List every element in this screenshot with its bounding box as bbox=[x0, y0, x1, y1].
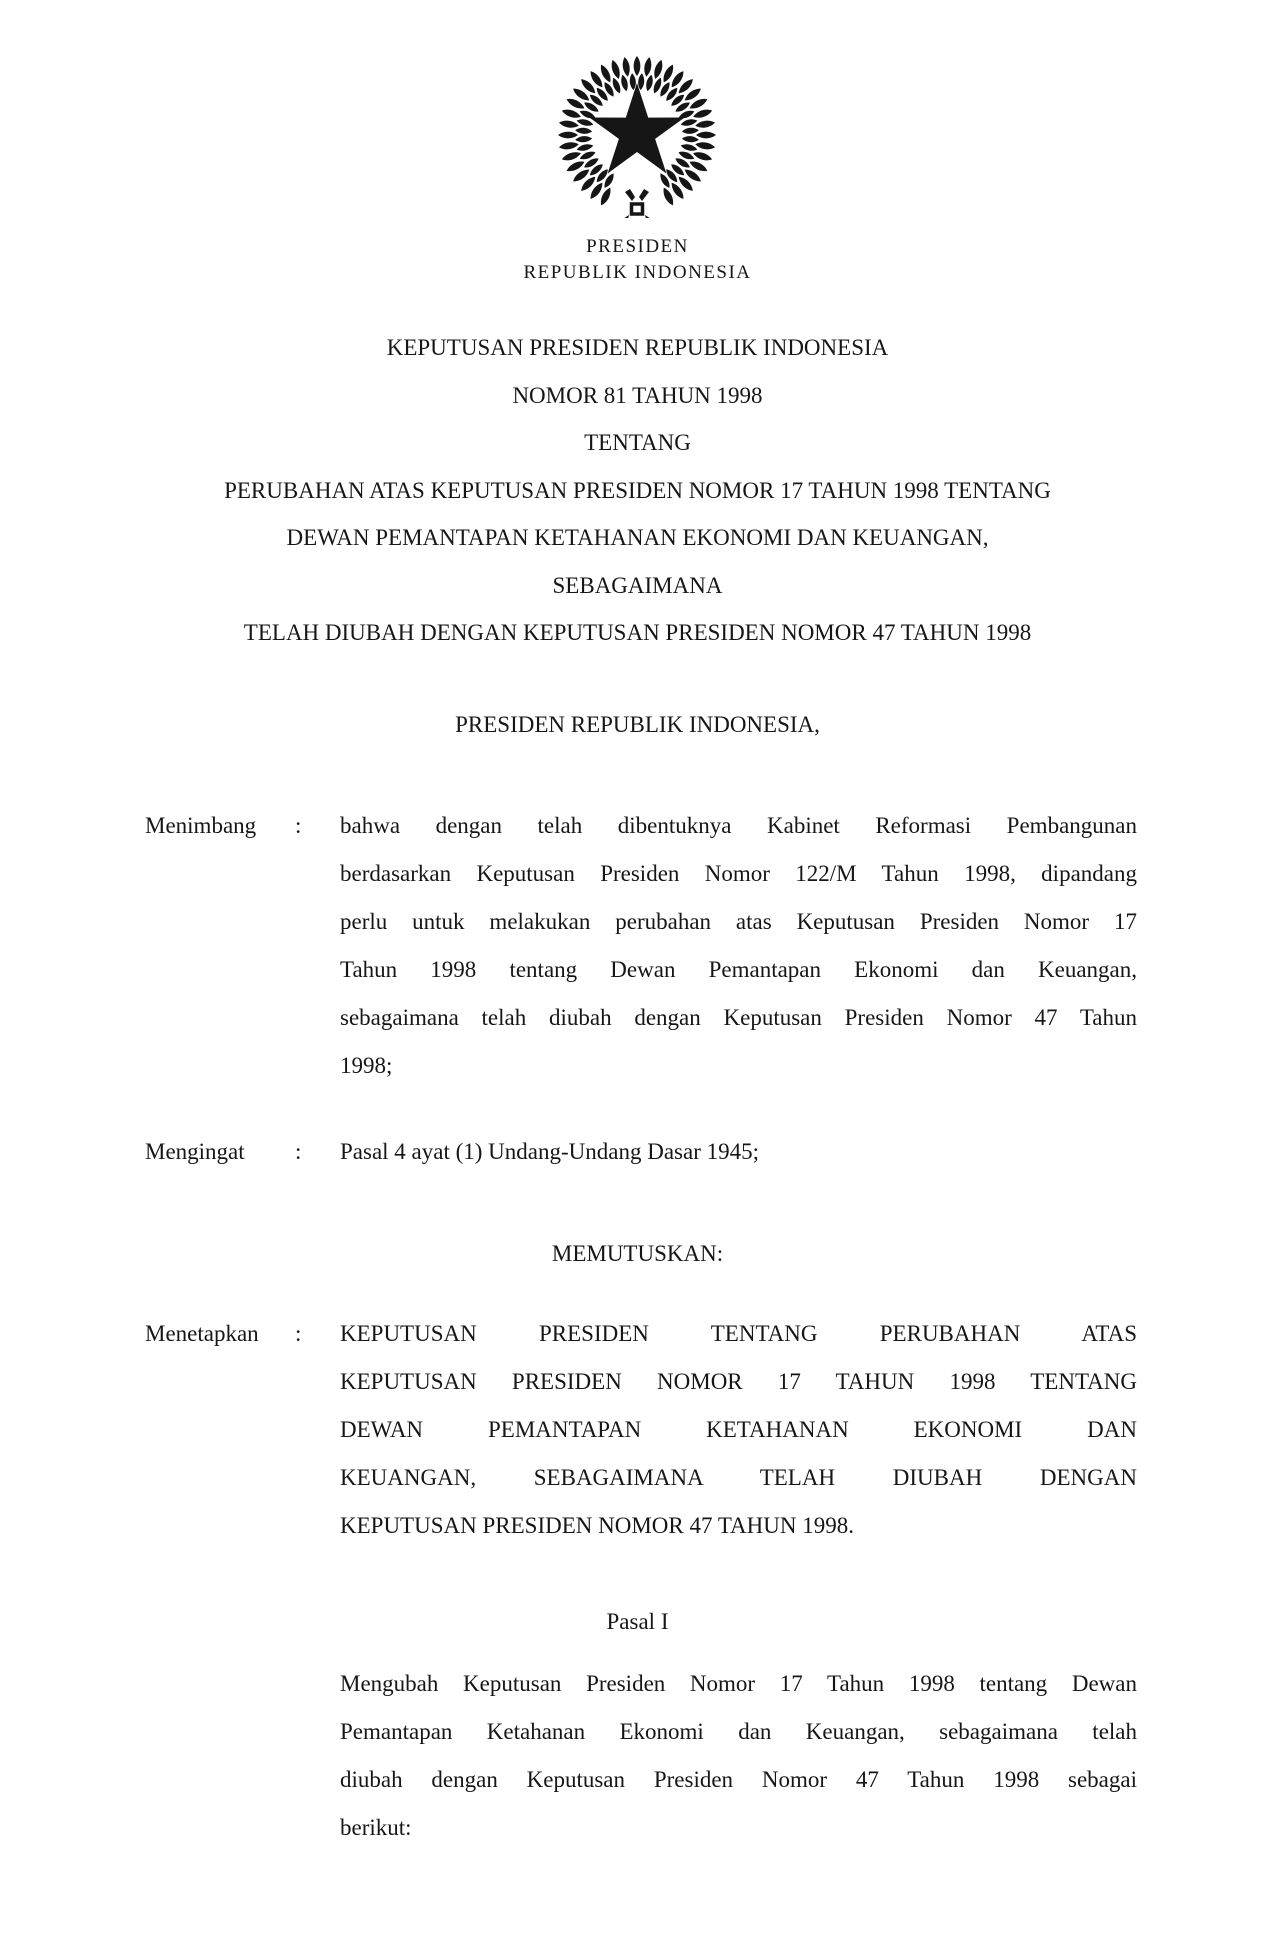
title-line: NOMOR 81 TAHUN 1998 bbox=[512, 382, 763, 408]
preamble-heading: PRESIDEN REPUBLIK INDONESIA, bbox=[455, 712, 820, 737]
clause-body bbox=[340, 1128, 1137, 1176]
presidential-seal-icon bbox=[556, 54, 718, 218]
clause-body bbox=[340, 1310, 1137, 1550]
pasal-i-heading: Pasal I bbox=[606, 1609, 669, 1634]
body-line: KEUANGAN, SEBAGAIMANA TELAH DIUBAH DENGAN bbox=[340, 1465, 1137, 1490]
clause-menimbang bbox=[145, 802, 1137, 1090]
body-line: KEPUTUSAN PRESIDEN NOMOR 47 TAHUN 1998. bbox=[340, 1513, 854, 1538]
seal-caption bbox=[0, 234, 1275, 286]
memutuskan-heading: MEMUTUSKAN: bbox=[551, 1241, 724, 1266]
clause-colon: : bbox=[295, 813, 302, 838]
title-line: DEWAN PEMANTAPAN KETAHANAN EKONOMI DAN KEUANGAN, bbox=[286, 525, 989, 550]
title-line: KEPUTUSAN PRESIDEN REPUBLIK INDONESIA bbox=[386, 335, 889, 360]
body-line: Pasal 4 ayat (1) Undang-Undang Dasar 1945; bbox=[340, 1139, 759, 1164]
clause-menetapkan bbox=[145, 1310, 1137, 1550]
wreath-bow bbox=[612, 189, 662, 218]
clause-label: Menimbang bbox=[145, 813, 257, 838]
clause-colon: : bbox=[295, 1139, 302, 1164]
body-line: 1998; bbox=[340, 1053, 393, 1078]
body-line: diubah dengan Keputusan Presiden Nomor 47 Tahun 1998 sebagai bbox=[340, 1767, 1137, 1792]
body-line: bahwa dengan telah dibentuknya Kabinet Reformasi Pembangunan bbox=[340, 813, 1137, 838]
title-line: TENTANG bbox=[584, 430, 691, 455]
body-line: berdasarkan Keputusan Presiden Nomor 122/M Tahun 1998, dipandang bbox=[340, 861, 1137, 886]
title-line: TELAH DIUBAH DENGAN KEPUTUSAN PRESIDEN NOMOR 47 TAHUN 1998 bbox=[243, 620, 1032, 645]
clause-colon: : bbox=[295, 1321, 302, 1346]
body-line: perlu untuk melakukan perubahan atas Keputusan Presiden Nomor 17 bbox=[340, 909, 1137, 934]
body-line: KEPUTUSAN PRESIDEN NOMOR 17 TAHUN 1998 TENTANG bbox=[340, 1369, 1137, 1394]
clause-body bbox=[340, 802, 1137, 1090]
title-line: SEBAGAIMANA bbox=[552, 572, 723, 598]
document-title bbox=[70, 324, 1205, 657]
clause-mengingat bbox=[145, 1128, 1137, 1176]
seal-caption-line-presiden: PRESIDEN bbox=[586, 236, 689, 257]
body-line: KEPUTUSAN PRESIDEN TENTANG PERUBAHAN ATAS bbox=[340, 1321, 1137, 1346]
title-line: PERUBAHAN ATAS KEPUTUSAN PRESIDEN NOMOR 17 TAHUN 1998 TENTANG bbox=[224, 477, 1051, 503]
clause-label: Menetapkan bbox=[145, 1321, 259, 1346]
pasal-i-body bbox=[340, 1660, 1137, 1852]
body-line: sebagaimana telah diubah dengan Keputusan Presiden Nomor 47 Tahun bbox=[340, 1005, 1137, 1030]
body-line: Pemantapan Ketahanan Ekonomi dan Keuangan, sebagaimana telah bbox=[340, 1719, 1137, 1744]
seal-caption-line-republik: REPUBLIK INDONESIA bbox=[523, 262, 752, 283]
body-line: Tahun 1998 tentang Dewan Pemantapan Ekonomi dan Keuangan, bbox=[340, 957, 1137, 982]
clause-label: Mengingat bbox=[145, 1139, 245, 1164]
body-line: DEWAN PEMANTAPAN KETAHANAN EKONOMI DAN bbox=[340, 1417, 1137, 1442]
body-line: berikut: bbox=[340, 1815, 412, 1840]
body-line: Mengubah Keputusan Presiden Nomor 17 Tahun 1998 tentang Dewan bbox=[340, 1671, 1137, 1696]
